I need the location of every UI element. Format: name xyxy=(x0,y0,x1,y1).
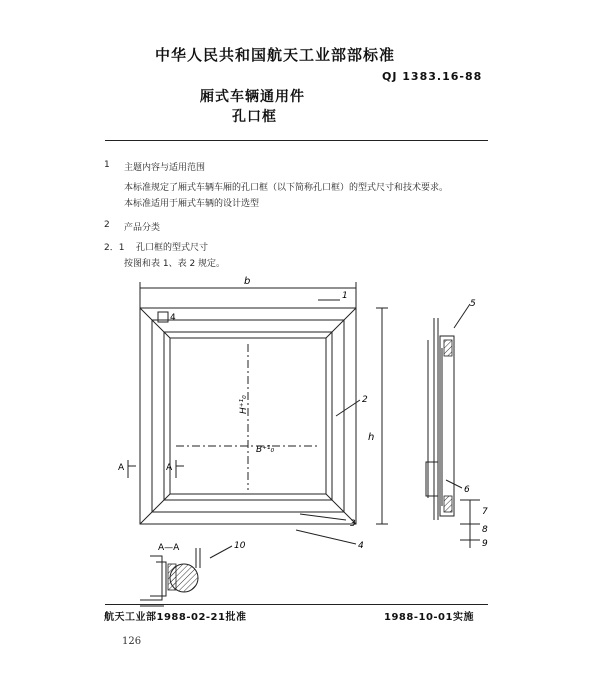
callout-2: 2 xyxy=(362,395,368,405)
footer-rule xyxy=(105,604,488,605)
section-2-title: 产品分类 xyxy=(124,223,161,233)
callout-9: 9 xyxy=(482,539,488,549)
section-1-paragraph-2: 本标准适用于厢式车辆的设计选型 xyxy=(124,199,260,209)
approval-date: 航天工业部1988-02-21批准 xyxy=(104,612,247,623)
dim-B-label: B⁺¹₀ xyxy=(256,445,275,455)
callout-5: 5 xyxy=(470,299,476,309)
document-title: 厢式车辆通用件 xyxy=(200,89,305,105)
section-1-title: 主题内容与适用范围 xyxy=(124,163,206,173)
dim-h-label: h xyxy=(368,432,375,443)
section-A-A-label: A—A xyxy=(158,543,180,553)
section-2-1-paragraph: 按图和表 1、表 2 规定。 xyxy=(124,259,226,269)
section-2-1-title: 孔口框的型式尺寸 xyxy=(136,243,209,253)
section-2-1-number: 2．1 xyxy=(104,243,125,253)
section-2-number: 2 xyxy=(104,220,110,230)
document-subtitle: 孔口框 xyxy=(232,109,277,125)
callout-8: 8 xyxy=(482,525,488,535)
callout-7: 7 xyxy=(482,507,488,517)
callout-3: 3 xyxy=(350,519,356,529)
section-1-number: 1 xyxy=(104,160,110,170)
section-A-right: A xyxy=(166,463,173,473)
section-A-left: A xyxy=(118,463,125,473)
page-number: 126 xyxy=(122,636,142,647)
callout-10: 10 xyxy=(234,541,246,551)
standard-number: QJ 1383.16-88 xyxy=(382,70,483,83)
callout-6: 6 xyxy=(464,485,470,495)
callout-1: 1 xyxy=(342,291,348,301)
effective-date: 1988-10-01实施 xyxy=(384,612,474,623)
standard-header: 中华人民共和国航天工业部部标准 xyxy=(155,46,396,64)
dim-H-label: H⁺¹₀ xyxy=(239,395,249,414)
callout-4: 4 xyxy=(358,541,364,551)
detail-4-label: 4 xyxy=(170,313,176,323)
dim-b-label: b xyxy=(244,276,251,287)
section-1-paragraph-1: 本标准规定了厢式车辆车厢的孔口框（以下简称孔口框）的型式尺寸和技术要求。 xyxy=(124,183,449,193)
